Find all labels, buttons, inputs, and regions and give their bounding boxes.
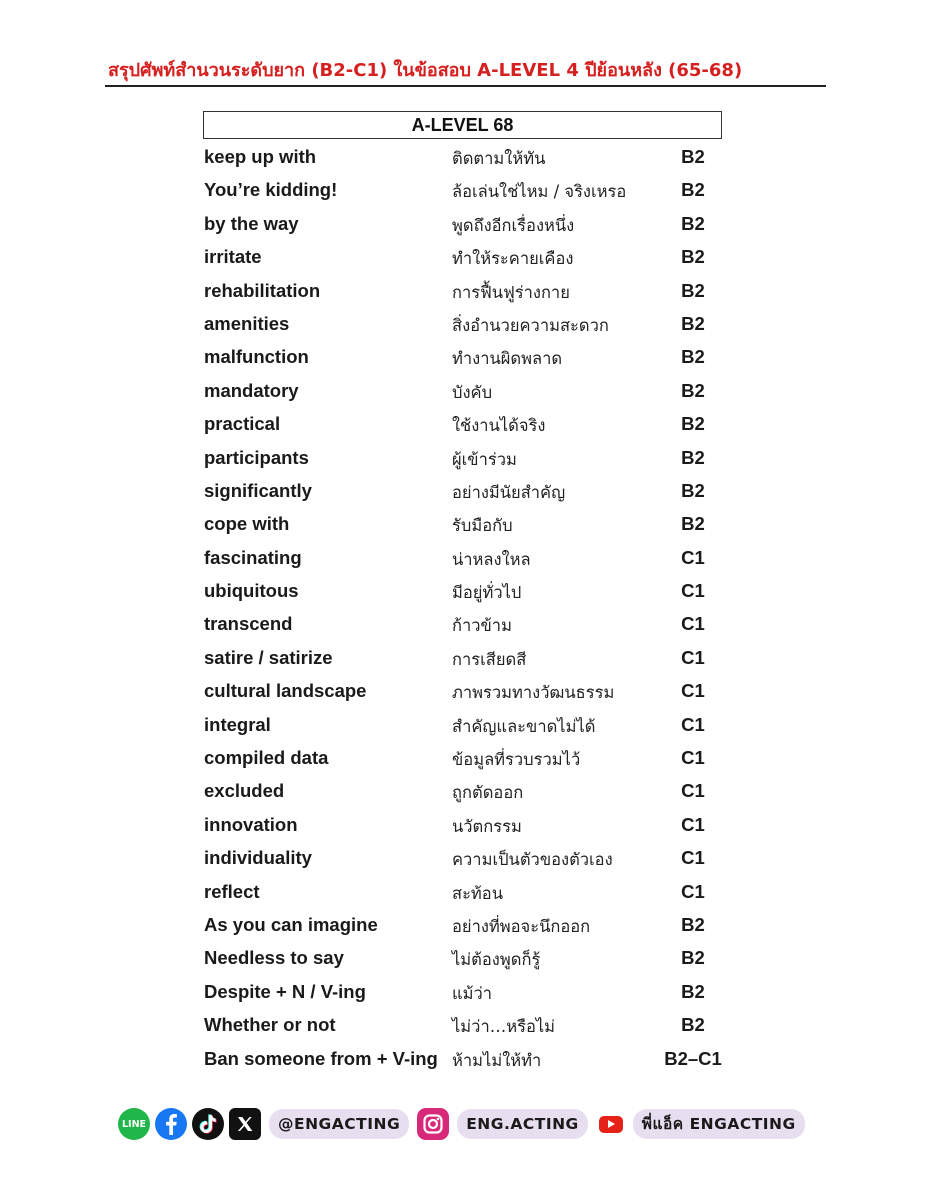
youtube-icon[interactable] [599,1116,623,1133]
vocab-level: C1 [681,780,705,802]
vocab-word: reflect [204,880,260,902]
vocab-meaning: นวัตกรรม [452,816,522,836]
vocab-word: individuality [204,847,312,869]
vocab-word: keep up with [204,146,317,167]
vocab-meaning: สิ่งอำนวยความสะดวก [452,315,609,335]
vocab-word: As you can imagine [204,913,378,935]
x-icon[interactable] [229,1108,261,1140]
page-title: สรุปศัพท์สำนวนระดับยาก (B2-C1) ในข้อสอบ A-LEVEL 4 ปีย้อนหลัง (65-68) [108,60,743,81]
vocab-word: participants [204,446,309,468]
social-bar [118,1106,805,1142]
vocab-meaning: ความเป็นตัวของตัวเอง [452,850,613,870]
vocab-meaning: ห้ามไม่ให้ทำ [452,1050,542,1070]
vocab-meaning: ผู้เข้าร่วม [452,449,517,469]
vocab-word: cultural landscape [204,680,367,702]
vocab-word: compiled data [204,747,329,769]
instagram-pill[interactable]: ENG.ACTING [457,1109,588,1139]
vocab-meaning: แม้ว่า [452,983,493,1003]
line-icon[interactable] [118,1108,150,1140]
vocab-level: C1 [681,580,705,602]
vocab-meaning: ล้อเล่นใช่ไหม / จริงเหรอ [452,182,627,202]
vocab-word: amenities [204,312,290,334]
vocab-level: C1 [681,613,705,635]
vocab-row [0,342,927,375]
vocab-meaning: สำคัญและขาดไม่ได้ [452,716,596,736]
vocab-row [0,409,927,442]
vocab-level: C1 [681,847,705,869]
vocab-level: B2 [681,980,705,1002]
vocab-meaning: ก้าวข้าม [452,616,512,636]
vocab-level: B2 [681,179,705,201]
vocab-meaning: ทำงานผิดพลาด [452,349,563,369]
vocab-row [0,309,927,342]
vocab-level: B2 [681,479,705,501]
vocab-level: B2 [681,379,705,401]
vocab-word: Whether or not [204,1014,336,1036]
vocab-row [0,910,927,943]
vocab-word: Ban someone from + V-ing [204,1047,438,1069]
vocab-meaning: น่าหลงใหล [452,549,531,569]
vocab-row [0,943,927,976]
vocab-word: malfunction [204,346,309,368]
vocab-meaning: รับมือกับ [452,516,513,536]
vocab-row [0,376,927,409]
vocab-level: B2 [681,346,705,368]
vocab-meaning: ข้อมูลที่รวบรวมไว้ [452,750,581,770]
vocab-row [0,276,927,309]
vocab-level: B2 [681,513,705,535]
vocab-meaning: อย่างมีนัยสำคัญ [452,482,566,502]
vocab-level: B2 [681,312,705,334]
vocab-level: B2 [681,913,705,935]
vocab-row [0,643,927,676]
vocab-row [0,142,927,175]
vocab-level: B2 [681,146,705,167]
vocab-meaning: ใช้งานได้จริง [452,416,546,436]
vocab-meaning: ทำให้ระคายเคือง [452,249,574,269]
vocab-row [0,776,927,809]
tiktok-icon[interactable] [192,1108,224,1140]
vocab-row [0,743,927,776]
vocab-level: B2 [681,947,705,969]
vocab-meaning: ภาพรวมทางวัฒนธรรม [452,683,615,703]
vocab-list [0,142,927,1077]
vocab-word: cope with [204,513,290,535]
vocab-level: B2 [681,279,705,301]
vocab-row [0,1044,927,1077]
vocab-row [0,810,927,843]
vocab-level: B2–C1 [664,1047,722,1069]
facebook-icon[interactable] [155,1108,187,1140]
vocab-word: You’re kidding! [204,179,338,201]
vocab-level: B2 [681,246,705,268]
vocab-word: fascinating [204,546,302,568]
vocab-word: practical [204,413,281,435]
vocab-row [0,576,927,609]
vocab-meaning: ไม่ว่า…หรือไม่ [452,1017,556,1037]
vocab-word: rehabilitation [204,279,321,301]
vocab-meaning: ไม่ต้องพูดก็รู้ [452,950,541,970]
vocab-meaning: สะท้อน [452,883,503,903]
vocab-level: C1 [681,646,705,668]
vocab-row [0,543,927,576]
vocab-row [0,476,927,509]
line-icon-text: LINE [121,1118,147,1130]
vocab-row [0,175,927,208]
vocab-meaning: การฟื้นฟูร่างกาย [452,282,570,302]
vocab-word: transcend [204,613,293,635]
vocab-word: irritate [204,246,262,268]
vocab-level: C1 [681,713,705,735]
vocab-row [0,676,927,709]
title-divider [105,85,826,87]
vocab-level: B2 [681,212,705,234]
vocab-row [0,843,927,876]
vocab-meaning: มีอยู่ทั่วไป [452,583,522,603]
vocab-word: innovation [204,813,298,835]
section-header: A-LEVEL 68 [203,111,722,139]
vocab-word: Needless to say [204,947,344,969]
vocab-level: C1 [681,813,705,835]
vocab-row [0,609,927,642]
vocab-word: excluded [204,780,285,802]
vocab-level: B2 [681,413,705,435]
youtube-pill[interactable]: พี่แอ็ค ENGACTING [633,1109,805,1139]
vocab-row [0,977,927,1010]
vocab-row [0,1010,927,1043]
vocab-meaning: ถูกตัดออก [452,783,524,803]
vocab-meaning: ติดตามให้ทัน [452,149,546,168]
vocab-word: by the way [204,212,299,234]
instagram-icon[interactable] [417,1108,449,1140]
vocab-word: integral [204,713,271,735]
vocab-row [0,242,927,275]
vocab-word: Despite + N / V-ing [204,980,366,1002]
vocab-level: C1 [681,546,705,568]
vocab-word: significantly [204,479,312,501]
handle-pill[interactable]: @ENGACTING [269,1109,409,1139]
vocab-meaning: การเสียดสี [452,649,527,669]
vocab-level: B2 [681,1014,705,1036]
vocab-row [0,710,927,743]
vocab-row [0,443,927,476]
vocab-word: satire / satirize [204,646,333,668]
vocab-row [0,877,927,910]
vocab-row [0,509,927,542]
vocab-level: C1 [681,680,705,702]
vocab-level: B2 [681,446,705,468]
vocab-level: C1 [681,747,705,769]
vocab-meaning: บังคับ [452,382,493,402]
vocab-meaning: อย่างที่พอจะนึกออก [452,916,591,936]
vocab-meaning: พูดถึงอีกเรื่องหนึ่ง [452,215,575,235]
vocab-row [0,209,927,242]
vocab-word: mandatory [204,379,299,401]
vocab-level: C1 [681,880,705,902]
vocab-word: ubiquitous [204,580,299,602]
